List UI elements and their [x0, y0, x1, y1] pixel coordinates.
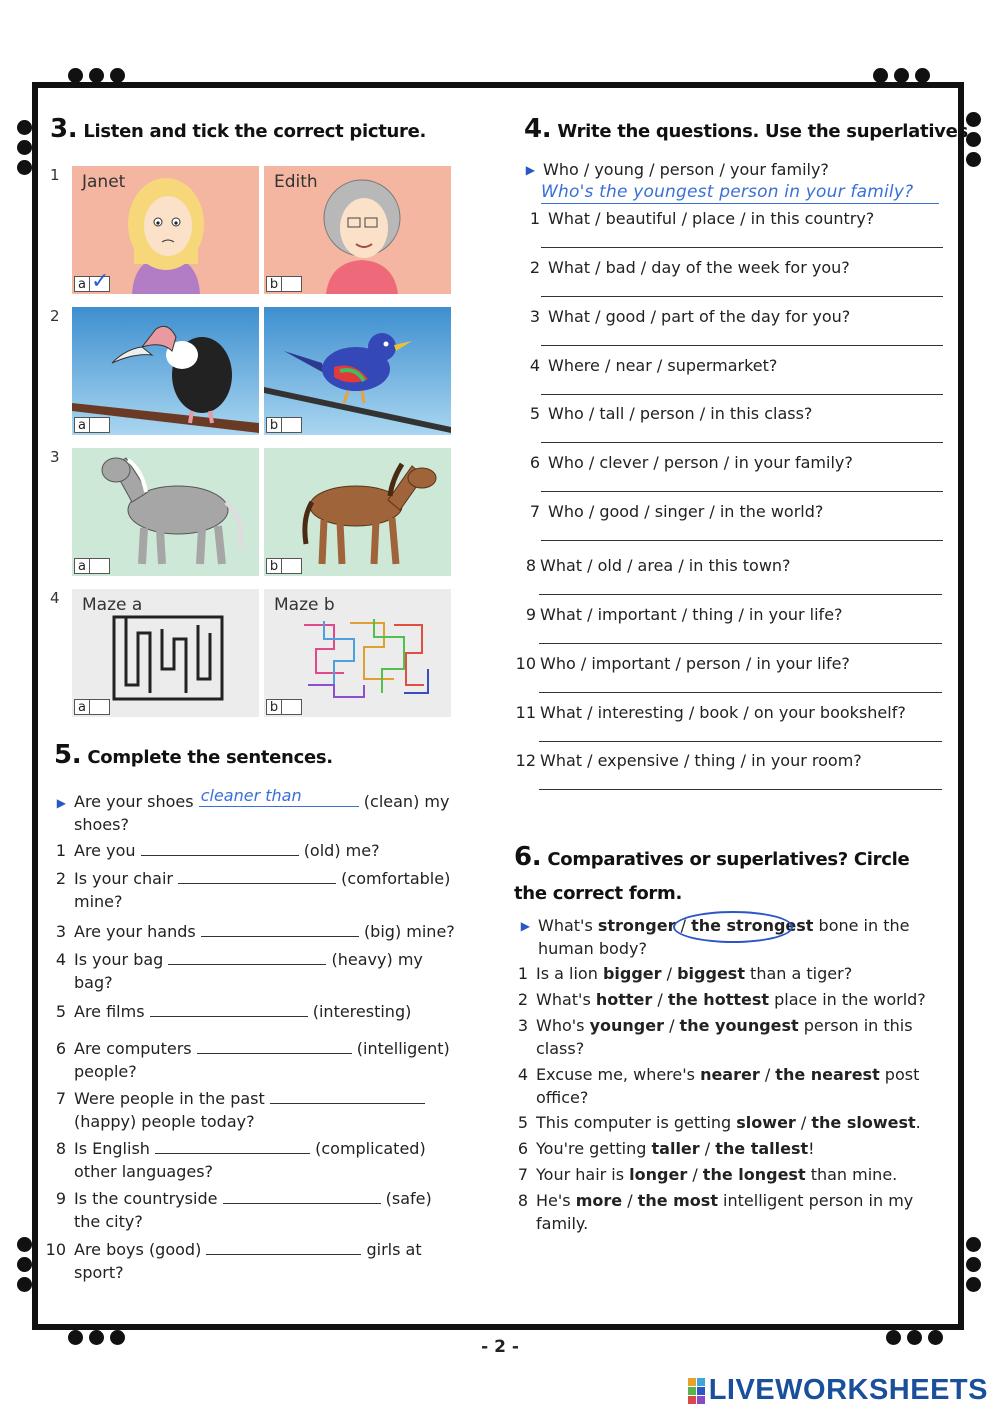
- question-number: 2: [529, 258, 540, 277]
- item-number: 8: [517, 1191, 528, 1210]
- item-number: 5: [517, 1113, 528, 1132]
- answer-line[interactable]: [541, 491, 943, 492]
- item-text: Who's: [536, 1016, 590, 1035]
- picture-brown-horse: [264, 448, 451, 576]
- answer-circle: [673, 911, 793, 943]
- item-number: 7: [517, 1165, 528, 1184]
- item-text-continued: the city?: [74, 1212, 143, 1231]
- picture-maze-b: [264, 589, 451, 717]
- question-text: What / good / part of the day for you?: [548, 307, 851, 326]
- option-superlative[interactable]: the youngest: [679, 1016, 799, 1035]
- item-hint: (interesting): [312, 1002, 412, 1021]
- checkbox-a[interactable]: a ✓: [74, 276, 110, 292]
- checkbox-b[interactable]: b: [266, 699, 302, 715]
- answer-blank[interactable]: [150, 1002, 308, 1017]
- item-text: Were people in the past: [74, 1089, 265, 1108]
- answer-line[interactable]: [539, 692, 942, 693]
- question-text: Who / clever / person / in your family?: [548, 453, 853, 472]
- picture-edith: [264, 166, 451, 294]
- item-number: 10: [45, 1240, 66, 1259]
- section3-heading: 3. Listen and tick the correct picture.: [50, 114, 427, 144]
- checkbox-b[interactable]: b: [266, 276, 302, 292]
- example-arrow-icon: ▶: [520, 919, 530, 933]
- option-comparative[interactable]: longer: [629, 1165, 688, 1184]
- checkbox-a[interactable]: a: [74, 699, 110, 715]
- answer-blank[interactable]: [141, 841, 299, 856]
- item-text-continued: bag?: [74, 973, 113, 992]
- item-text-end: person in this: [798, 1016, 913, 1035]
- answer-blank[interactable]: [201, 922, 359, 937]
- question-number: 6: [529, 453, 540, 472]
- option-superlative[interactable]: the longest: [702, 1165, 806, 1184]
- option-separator: /: [687, 1165, 703, 1184]
- question-text: Who / tall / person / in this class?: [548, 404, 813, 423]
- item-number: 4: [55, 950, 66, 969]
- left-top-dots: [17, 120, 32, 175]
- question-number: 5: [529, 404, 540, 423]
- item-text-end: !: [808, 1139, 815, 1158]
- answer-line[interactable]: [541, 442, 943, 443]
- item-text-end: than mine.: [805, 1165, 898, 1184]
- answer-line[interactable]: [539, 594, 942, 595]
- question-number: 10: [515, 654, 536, 673]
- answer-blank[interactable]: [197, 1039, 352, 1054]
- item-text: Is the countryside: [74, 1189, 218, 1208]
- question-number: 7: [529, 502, 540, 521]
- item-text: Your hair is: [536, 1165, 630, 1184]
- item-text-end: than a tiger?: [744, 964, 853, 983]
- item-text: Is a lion: [536, 964, 603, 983]
- checkbox-a[interactable]: a: [74, 417, 110, 433]
- option-separator: /: [652, 990, 668, 1009]
- question-number: 11: [515, 703, 536, 722]
- item-number: 4: [517, 1065, 528, 1084]
- checkbox-b[interactable]: b: [266, 558, 302, 574]
- option-superlative[interactable]: biggest: [677, 964, 745, 983]
- answer-blank[interactable]: [223, 1189, 381, 1204]
- item-text-end: .: [915, 1113, 921, 1132]
- question-text: Where / near / supermarket?: [548, 356, 778, 375]
- picture-label: Maze a: [82, 595, 143, 615]
- item-text: You're getting: [536, 1139, 652, 1158]
- item-number: 3: [517, 1016, 528, 1035]
- checkbox-a[interactable]: a: [74, 558, 110, 574]
- picture-gray-horse: [72, 448, 259, 576]
- option-superlative[interactable]: the most: [637, 1191, 718, 1210]
- question-number: 1: [529, 209, 540, 228]
- option-superlative[interactable]: the slowest: [811, 1113, 916, 1132]
- brown-horse-illustration: [264, 448, 451, 576]
- item-text-continued: family.: [536, 1214, 589, 1233]
- answer-blank[interactable]: [168, 950, 326, 965]
- question-number: 12: [515, 751, 536, 770]
- question-number: 4: [529, 356, 540, 375]
- item-hint: (comfortable): [341, 869, 451, 888]
- item-text-continued: sport?: [74, 1263, 124, 1282]
- item-hint: (intelligent): [356, 1039, 450, 1058]
- answer-line[interactable]: [541, 296, 943, 297]
- item-text-continued: class?: [536, 1039, 585, 1058]
- picture-bluebird: [264, 307, 451, 435]
- item-text: Is your bag: [74, 950, 164, 969]
- answer-blank[interactable]: [206, 1240, 361, 1255]
- answer-blank[interactable]: [178, 869, 336, 884]
- answer-blank[interactable]: [270, 1089, 425, 1104]
- s3-row-number: 3: [50, 448, 60, 466]
- answer-blank[interactable]: [155, 1139, 310, 1154]
- option-comparative[interactable]: bigger: [602, 964, 662, 983]
- answer-line[interactable]: [541, 540, 943, 541]
- checkbox-b[interactable]: b: [266, 417, 302, 433]
- s5-example-blank: cleaner than: [199, 792, 359, 807]
- s4-example-prompt: Who / young / person / your family?: [543, 160, 829, 179]
- item-text-continued: office?: [536, 1088, 589, 1107]
- item-text: Are films: [74, 1002, 145, 1021]
- tick-mark: ✓: [91, 269, 110, 294]
- section5-heading: 5. Complete the sentences.: [54, 740, 333, 770]
- item-number: 1: [55, 841, 66, 860]
- question-number: 9: [525, 605, 536, 624]
- s3-row-number: 2: [50, 307, 60, 325]
- item-text-end: place in the world?: [769, 990, 926, 1009]
- logo-icon: [688, 1378, 705, 1404]
- item-text-continued: people?: [74, 1062, 137, 1081]
- s3-row-number: 4: [50, 589, 60, 607]
- option-comparative[interactable]: slower: [736, 1113, 796, 1132]
- picture-vulture: [72, 307, 259, 435]
- page-number: - 2 -: [481, 1337, 519, 1357]
- answer-line[interactable]: [541, 345, 943, 346]
- example-arrow-icon: ▶: [56, 796, 66, 810]
- bluebird-illustration: [264, 307, 451, 435]
- item-number: 2: [55, 869, 66, 888]
- item-text-end: post: [879, 1065, 920, 1084]
- item-text-continued: mine?: [74, 892, 123, 911]
- item-hint: (complicated): [315, 1139, 426, 1158]
- item-text: Are you: [74, 841, 136, 860]
- item-text: What's: [536, 990, 596, 1009]
- option-separator: /: [699, 1139, 716, 1158]
- option-separator: /: [795, 1113, 812, 1132]
- liveworksheets-logo[interactable]: LIVEWORKSHEETS: [688, 1374, 988, 1407]
- item-text: Are computers: [74, 1039, 192, 1058]
- option-separator: /: [663, 1016, 680, 1035]
- item-number: 1: [517, 964, 528, 983]
- vulture-illustration: [72, 307, 259, 435]
- item-number: 6: [517, 1139, 528, 1158]
- answer-line[interactable]: [539, 643, 942, 644]
- item-hint: (big) mine?: [363, 922, 455, 941]
- option-comparative[interactable]: younger: [589, 1016, 664, 1035]
- picture-label: Janet: [82, 172, 126, 192]
- option-comparative[interactable]: more: [575, 1191, 623, 1210]
- item-number: 5: [55, 1002, 66, 1021]
- item-text: Excuse me, where's: [536, 1065, 701, 1084]
- s3-row-number: 1: [50, 166, 60, 184]
- example-arrow-icon: ▶: [525, 163, 535, 177]
- item-hint: (safe): [385, 1189, 432, 1208]
- item-text: Is your chair: [74, 869, 173, 888]
- top-left-dots: [68, 68, 125, 83]
- option-comparative[interactable]: taller: [651, 1139, 700, 1158]
- item-text-continued: (happy) people today?: [74, 1112, 255, 1131]
- left-bottom-dots: [17, 1237, 32, 1292]
- question-text: Who / important / person / in your life?: [540, 654, 850, 673]
- question-text: What / important / thing / in your life?: [540, 605, 843, 624]
- item-hint: (old) me?: [303, 841, 380, 860]
- item-text: Are boys (good): [74, 1240, 202, 1259]
- answer-line[interactable]: [539, 789, 942, 790]
- item-hint: girls at: [366, 1240, 422, 1259]
- section4-heading: 4. Write the questions. Use the superlatives.: [524, 114, 975, 144]
- item-number: 3: [55, 922, 66, 941]
- question-number: 8: [525, 556, 536, 575]
- item-number: 7: [55, 1089, 66, 1108]
- item-number: 9: [55, 1189, 66, 1208]
- item-text: He's: [536, 1191, 576, 1210]
- gray-horse-illustration: [72, 448, 259, 576]
- picture-label: Edith: [274, 172, 318, 192]
- s4-example-answer: Who's the youngest person in your family?: [541, 182, 914, 202]
- question-text: What / old / area / in this town?: [540, 556, 791, 575]
- picture-janet: [72, 166, 259, 294]
- item-text: Are your hands: [74, 922, 196, 941]
- item-text-continued: other languages?: [74, 1162, 214, 1181]
- option-superlative[interactable]: the hottest: [667, 990, 770, 1009]
- item-text: This computer is getting: [536, 1113, 737, 1132]
- option-comparative[interactable]: nearer: [700, 1065, 760, 1084]
- question-text: What / expensive / thing / in your room?: [540, 751, 862, 770]
- option-comparative[interactable]: hotter: [595, 990, 653, 1009]
- item-hint: (heavy) my: [331, 950, 423, 969]
- question-text: Who / good / singer / in the world?: [548, 502, 824, 521]
- question-text: What / interesting / book / on your bookshelf?: [540, 703, 906, 722]
- item-text: Is English: [74, 1139, 150, 1158]
- item-number: 8: [55, 1139, 66, 1158]
- question-text: What / bad / day of the week for you?: [548, 258, 850, 277]
- option-superlative[interactable]: the nearest: [775, 1065, 880, 1084]
- item-number: 2: [517, 990, 528, 1009]
- top-right-dots: [873, 68, 930, 83]
- option-separator: /: [622, 1191, 638, 1210]
- answer-line[interactable]: [541, 247, 943, 248]
- section6-heading: 6. Comparatives or superlatives? Circle the correct form.: [514, 842, 910, 904]
- question-text: What / beautiful / place / in this country?: [548, 209, 875, 228]
- option-separator: /: [661, 964, 678, 983]
- item-number: 6: [55, 1039, 66, 1058]
- right-bottom-dots: [966, 1237, 981, 1292]
- answer-line[interactable]: [539, 741, 942, 742]
- option-superlative[interactable]: the tallest: [715, 1139, 809, 1158]
- question-number: 3: [529, 307, 540, 326]
- item-text-end: intelligent person in my: [717, 1191, 914, 1210]
- picture-maze-a: [72, 589, 259, 717]
- answer-line[interactable]: [541, 394, 943, 395]
- s4-example-line: [541, 203, 939, 204]
- picture-label: Maze b: [274, 595, 335, 615]
- option-separator: /: [759, 1065, 776, 1084]
